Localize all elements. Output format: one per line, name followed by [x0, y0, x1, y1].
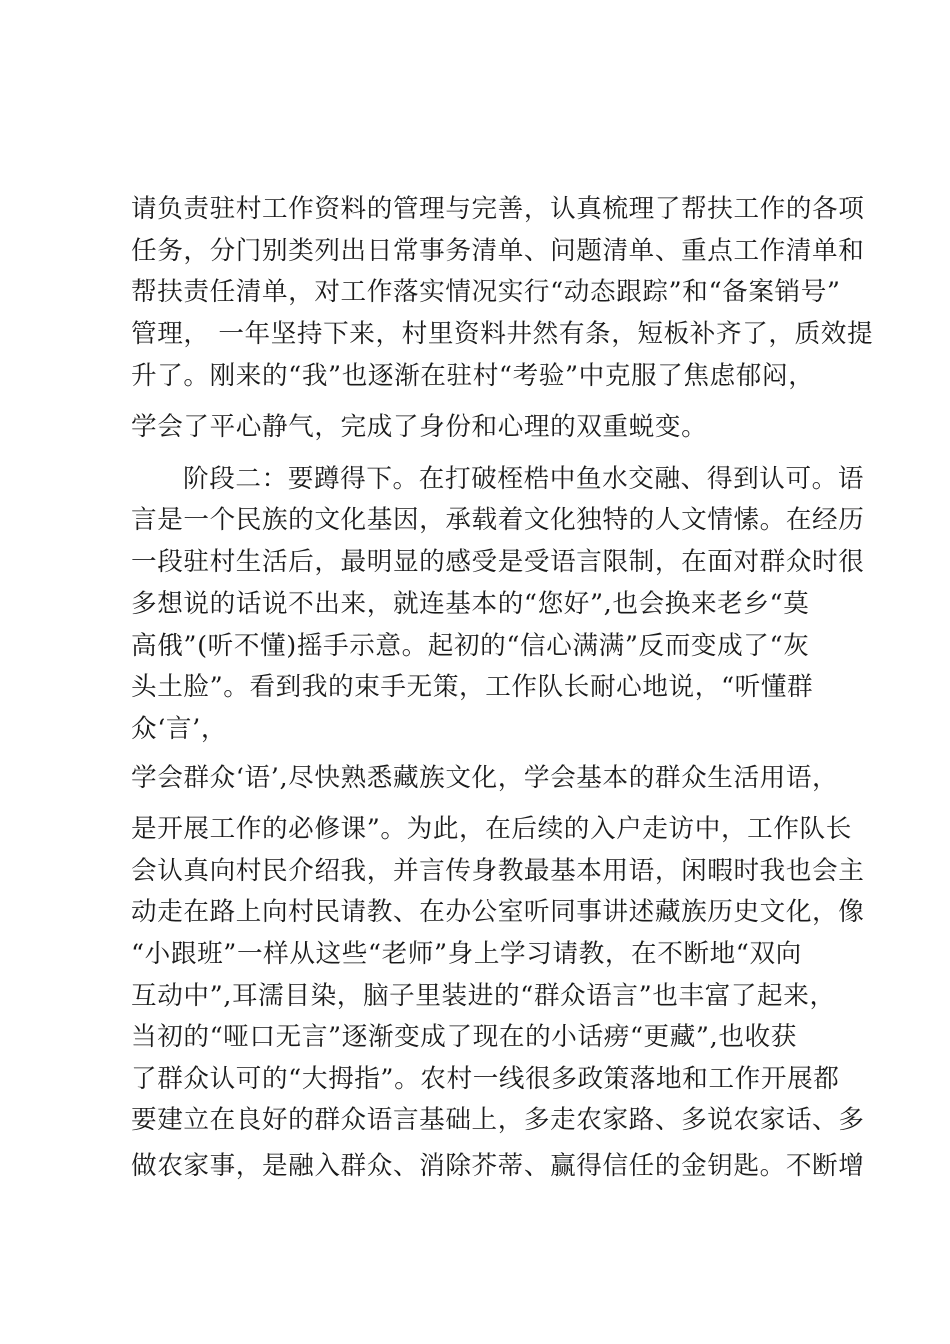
text-line: 会认真向村民介绍我，并言传身教最基本用语，闲暇时我也会主 [131, 856, 865, 886]
text-line: 做农家事，是融入群众、消除芥蒂、赢得信任的金钥匙。不断增 [131, 1151, 865, 1181]
text-line: 头土脸”。看到我的束手无策，工作队长耐心地说，“听懂群 [131, 672, 814, 702]
text-line: 高俄”(听不懂)摇手示意。起初的“信心满满”反而变成了“灰 [131, 631, 810, 661]
text-line: 学会群众‘语’,尽快熟悉藏族文化，学会基本的群众生活用语， [131, 763, 839, 793]
text-line: 管理， 一年坚持下来，村里资料井然有条，短板补齐了，质效提 [131, 319, 874, 349]
text-line: 多想说的话说不出来，就连基本的“您好”,也会换来老乡“莫 [131, 589, 810, 619]
text-line: 互动中”,耳濡目染，脑子里装进的“群众语言”也丰富了起来， [131, 981, 836, 1011]
text-line: 任务，分门别类列出日常事务清单、问题清单、重点工作清单和 [131, 236, 865, 266]
text-line: 言是一个民族的文化基因，承载着文化独特的人文情愫。在经历 [131, 505, 865, 535]
text-line: 帮扶责任清单，对工作落实情况实行“动态跟踪”和“备案销号” [131, 277, 841, 307]
text-line: 请负责驻村工作资料的管理与完善，认真梳理了帮扶工作的各项 [131, 194, 865, 224]
text-line: 学会了平心静气，完成了身份和心理的双重蜕变。 [131, 412, 708, 442]
text-line: 众‘言’， [131, 714, 228, 744]
text-line: 动走在路上向村民请教、在办公室听同事讲述藏族历史文化，像 [131, 897, 865, 927]
text-line: 要建立在良好的群众语言基础上，多走农家路、多说农家话、多 [131, 1105, 865, 1135]
text-line: 当初的“哑口无言”逐渐变成了现在的小话痨“更藏”,也收获 [131, 1022, 797, 1052]
text-line: “小跟班”一样从这些“老师”身上学习请教，在不断地“双向 [131, 939, 802, 969]
section-heading-line: 阶段二：要蹲得下。在打破桎梏中鱼水交融、得到认可。语 [183, 464, 865, 494]
text-line: 了群众认可的“大拇指”。农村一线很多政策落地和工作开展都 [131, 1064, 840, 1094]
text-line: 升了。刚来的“我”也逐渐在驻村“考验”中克服了焦虑郁闷， [131, 361, 815, 391]
text-line: 是开展工作的必修课”。为此，在后续的入户走访中，工作队长 [131, 814, 852, 844]
text-line: 一段驻村生活后，最明显的感受是受语言限制，在面对群众时很 [131, 547, 865, 577]
